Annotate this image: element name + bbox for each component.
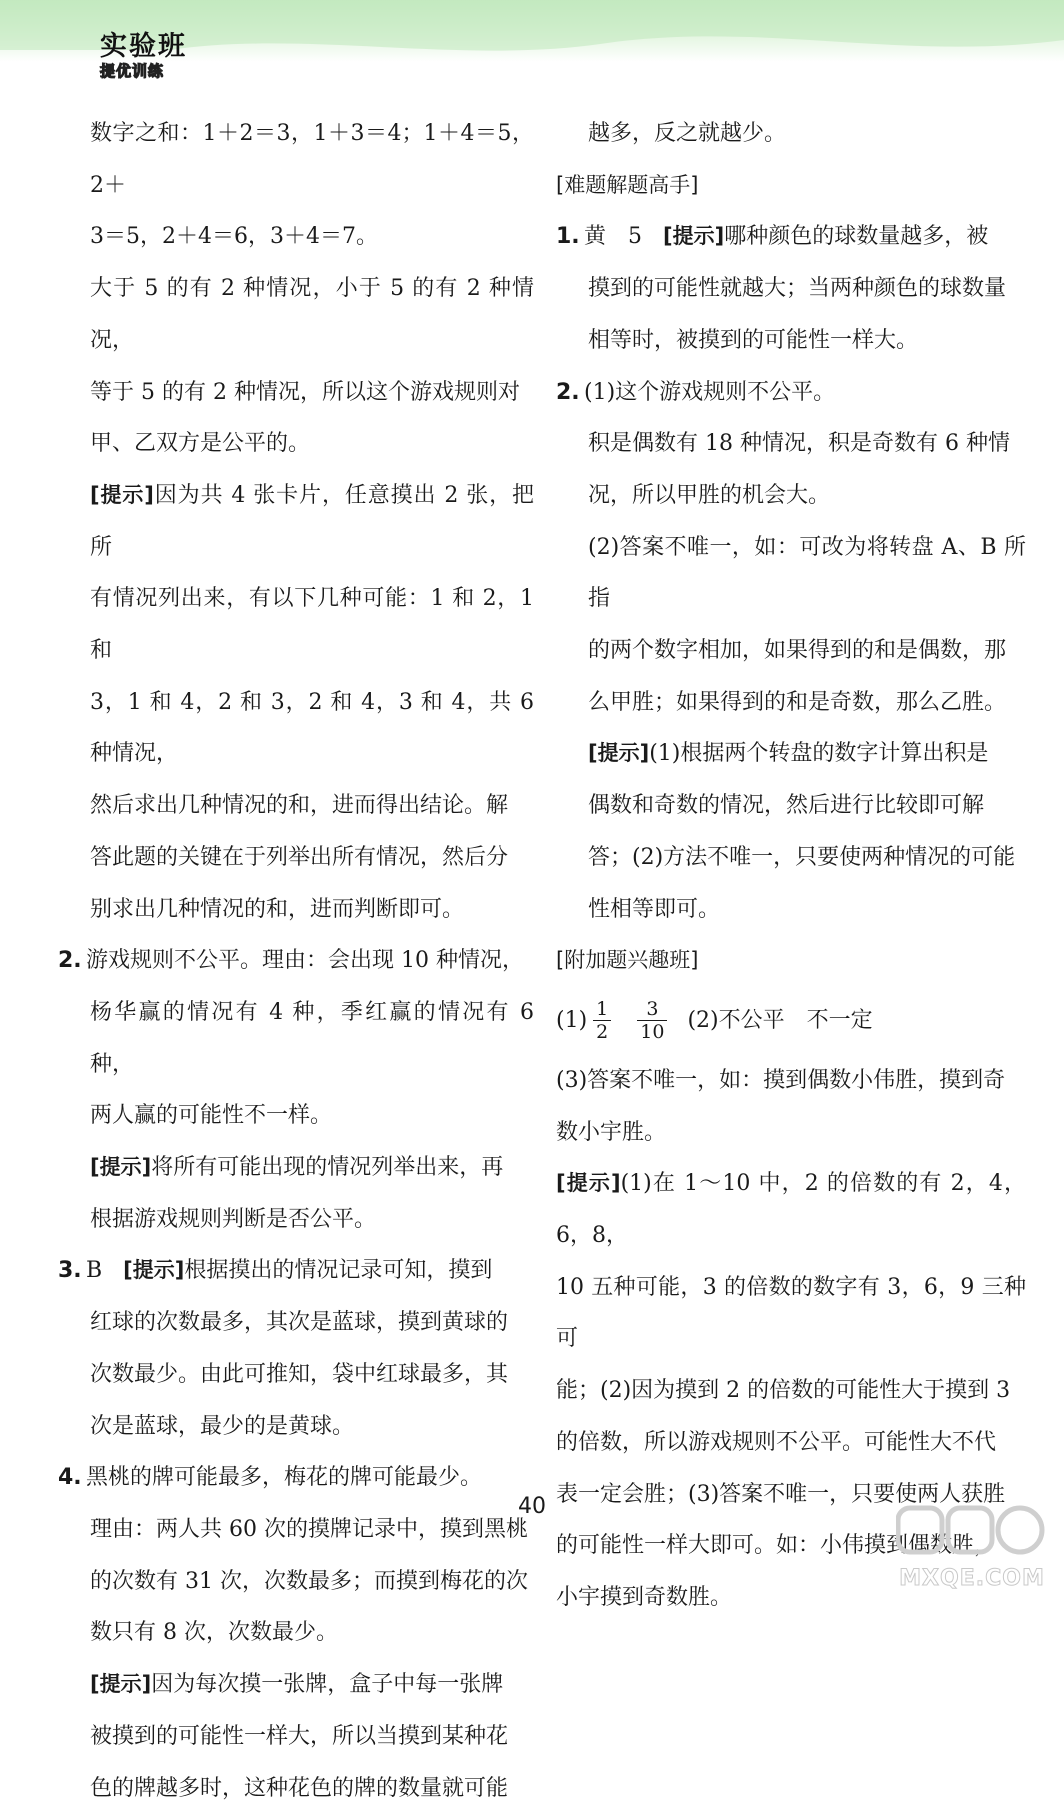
text-line: 10 五种可能，3 的倍数的数字有 3，6，9 三种可 xyxy=(556,1262,1026,1365)
hint-line xyxy=(556,728,1026,780)
text-line: 偶数和奇数的情况，然后进行比较即可解 xyxy=(556,780,1026,832)
question-number: 4. xyxy=(58,1452,86,1504)
text-line: 然后求出几种情况的和，进而得出结论。解 xyxy=(58,780,534,832)
text-line: 小宇摸到奇数胜。 xyxy=(556,1572,1026,1624)
brand-subtitle: 提优训练 xyxy=(100,62,187,80)
page-number: 40 xyxy=(510,1494,554,1519)
text-line: 数小宇胜。 xyxy=(556,1107,1026,1159)
text-line: 杨华赢的情况有 4 种，季红赢的情况有 6 种， xyxy=(58,987,534,1090)
text-line: 次是蓝球，最少的是黄球。 xyxy=(58,1401,534,1453)
text-line: 有情况列出来，有以下几种可能：1 和 2，1 和 xyxy=(58,573,534,676)
brand-logo xyxy=(100,32,187,80)
text-span: 将所有可能出现的情况列举出来，再 xyxy=(151,1155,503,1180)
text-span: 根据摸出的情况记录可知，摸到 xyxy=(184,1258,492,1283)
section-heading: [难题解题高手] xyxy=(556,160,1026,212)
text-line: 色的牌越多时，这种花色的牌的数量就可能 xyxy=(58,1763,534,1814)
text-span: (2)不公平 不一定 xyxy=(687,1008,872,1033)
hint-label: [提示] xyxy=(663,224,724,248)
text-line: 的两个数字相加，如果得到的和是偶数，那 xyxy=(556,625,1026,677)
text-line: (3)答案不唯一，如：摸到偶数小伟胜，摸到奇 xyxy=(556,1055,1026,1107)
text-line: 能；(2)因为摸到 2 的倍数的可能性大于摸到 3 xyxy=(556,1365,1026,1417)
left-column xyxy=(58,108,534,1814)
text-span: (1)这个游戏规则不公平。 xyxy=(584,380,835,405)
text-line: 根据游戏规则判断是否公平。 xyxy=(58,1194,534,1246)
text-line: 积是偶数有 18 种情况，积是奇数有 6 种情 xyxy=(556,418,1026,470)
hint-label: [提示] xyxy=(90,1155,151,1179)
text-line: 3，1 和 4，2 和 3，2 和 4，3 和 4，共 6 种情况， xyxy=(58,677,534,780)
question-4-line xyxy=(58,1452,534,1504)
right-column xyxy=(556,108,1026,1624)
fraction-numerator: 1 xyxy=(593,998,611,1021)
question-2-line xyxy=(556,367,1026,419)
text-line: 3＝5，2＋4＝6，3＋4＝7。 xyxy=(58,211,534,263)
fraction-answer-line xyxy=(556,987,1026,1055)
answer: B xyxy=(86,1258,102,1283)
hint-line xyxy=(556,1158,1026,1261)
text-span: 游戏规则不公平。理由：会出现 10 种情况， xyxy=(86,948,524,973)
text-line: 等于 5 的有 2 种情况，所以这个游戏规则对 xyxy=(58,367,534,419)
brand-title: 实验班 xyxy=(100,32,187,62)
question-number: 3. xyxy=(58,1245,86,1297)
text-line: 表一定会胜；(3)答案不唯一，只要使两人获胜 xyxy=(556,1469,1026,1521)
text-line: 数只有 8 次，次数最少。 xyxy=(58,1607,534,1659)
text-line: 被摸到的可能性一样大，所以当摸到某种花 xyxy=(58,1711,534,1763)
hint-label: [提示] xyxy=(123,1258,184,1282)
text-line: 况，所以甲胜的机会大。 xyxy=(556,470,1026,522)
text-line: (2)答案不唯一，如：可改为将转盘 A、B 所指 xyxy=(556,522,1026,625)
question-number: 2. xyxy=(556,367,584,419)
text-line: 答；(2)方法不唯一，只要使两种情况的可能 xyxy=(556,832,1026,884)
text-line: 数字之和：1＋2＝3，1＋3＝4；1＋4＝5，2＋ xyxy=(58,108,534,211)
hint-line xyxy=(58,1142,534,1194)
text-span: 哪种颜色的球数量越多，被 xyxy=(724,224,988,249)
fraction-numerator: 3 xyxy=(637,998,667,1021)
text-line: 摸到的可能性就越大；当两种颜色的球数量 xyxy=(556,263,1026,315)
question-1-line xyxy=(556,211,1026,263)
hint-label: [提示] xyxy=(90,483,154,507)
hint-label: [提示] xyxy=(556,1171,621,1195)
text-line: 么甲胜；如果得到的和是奇数，那么乙胜。 xyxy=(556,677,1026,729)
text-line: 性相等即可。 xyxy=(556,884,1026,936)
hint-line xyxy=(58,1659,534,1711)
text-span: 因为每次摸一张牌，盒子中每一张牌 xyxy=(151,1672,503,1697)
text-line: 次数最少。由此可推知，袋中红球最多，其 xyxy=(58,1349,534,1401)
text-span: (1)在 1～10 中，2 的倍数的有 2，4，6，8， xyxy=(556,1171,1026,1248)
text-span: 因为共 4 张卡片，任意摸出 2 张，把所 xyxy=(90,483,534,560)
text-line: 相等时，被摸到的可能性一样大。 xyxy=(556,315,1026,367)
text-line: 的倍数，所以游戏规则不公平。可能性大不代 xyxy=(556,1417,1026,1469)
text-line: 理由：两人共 60 次的摸牌记录中，摸到黑桃 xyxy=(58,1504,534,1556)
question-number: 1. xyxy=(556,211,584,263)
section-heading: [附加题兴趣班] xyxy=(556,935,1026,987)
text-span: 黑桃的牌可能最多，梅花的牌可能最少。 xyxy=(86,1465,482,1490)
text-line: 甲、乙双方是公平的。 xyxy=(58,418,534,470)
fraction-one-half xyxy=(593,998,611,1043)
text-line: 越多，反之就越少。 xyxy=(556,108,1026,160)
hint-line xyxy=(58,470,534,573)
answer: 黄 5 xyxy=(584,224,642,249)
fraction-denominator: 10 xyxy=(637,1021,667,1043)
text-line: 大于 5 的有 2 种情况，小于 5 的有 2 种情况， xyxy=(58,263,534,366)
hint-label: [提示] xyxy=(588,741,649,765)
text-line: 的次数有 31 次，次数最多；而摸到梅花的次 xyxy=(58,1556,534,1608)
text-line: 答此题的关键在于列举出所有情况，然后分 xyxy=(58,832,534,884)
question-3-line xyxy=(58,1245,534,1297)
text-line: 的可能性一样大即可。如：小伟摸到偶数胜， xyxy=(556,1520,1026,1572)
text-line: 红球的次数最多，其次是蓝球，摸到黄球的 xyxy=(58,1297,534,1349)
question-number: 2. xyxy=(58,935,86,987)
text-span: (1)根据两个转盘的数字计算出积是 xyxy=(649,741,988,766)
hint-label: [提示] xyxy=(90,1672,151,1696)
fraction-denominator: 2 xyxy=(593,1021,611,1043)
fraction-three-tenths xyxy=(637,998,667,1043)
text-line: 两人赢的可能性不一样。 xyxy=(58,1090,534,1142)
answer-label: (1) xyxy=(556,1008,587,1033)
watermark-text: MXQE.COM xyxy=(897,1566,1047,1591)
text-line: 别求出几种情况的和，进而判断即可。 xyxy=(58,884,534,936)
question-2-line xyxy=(58,935,534,987)
